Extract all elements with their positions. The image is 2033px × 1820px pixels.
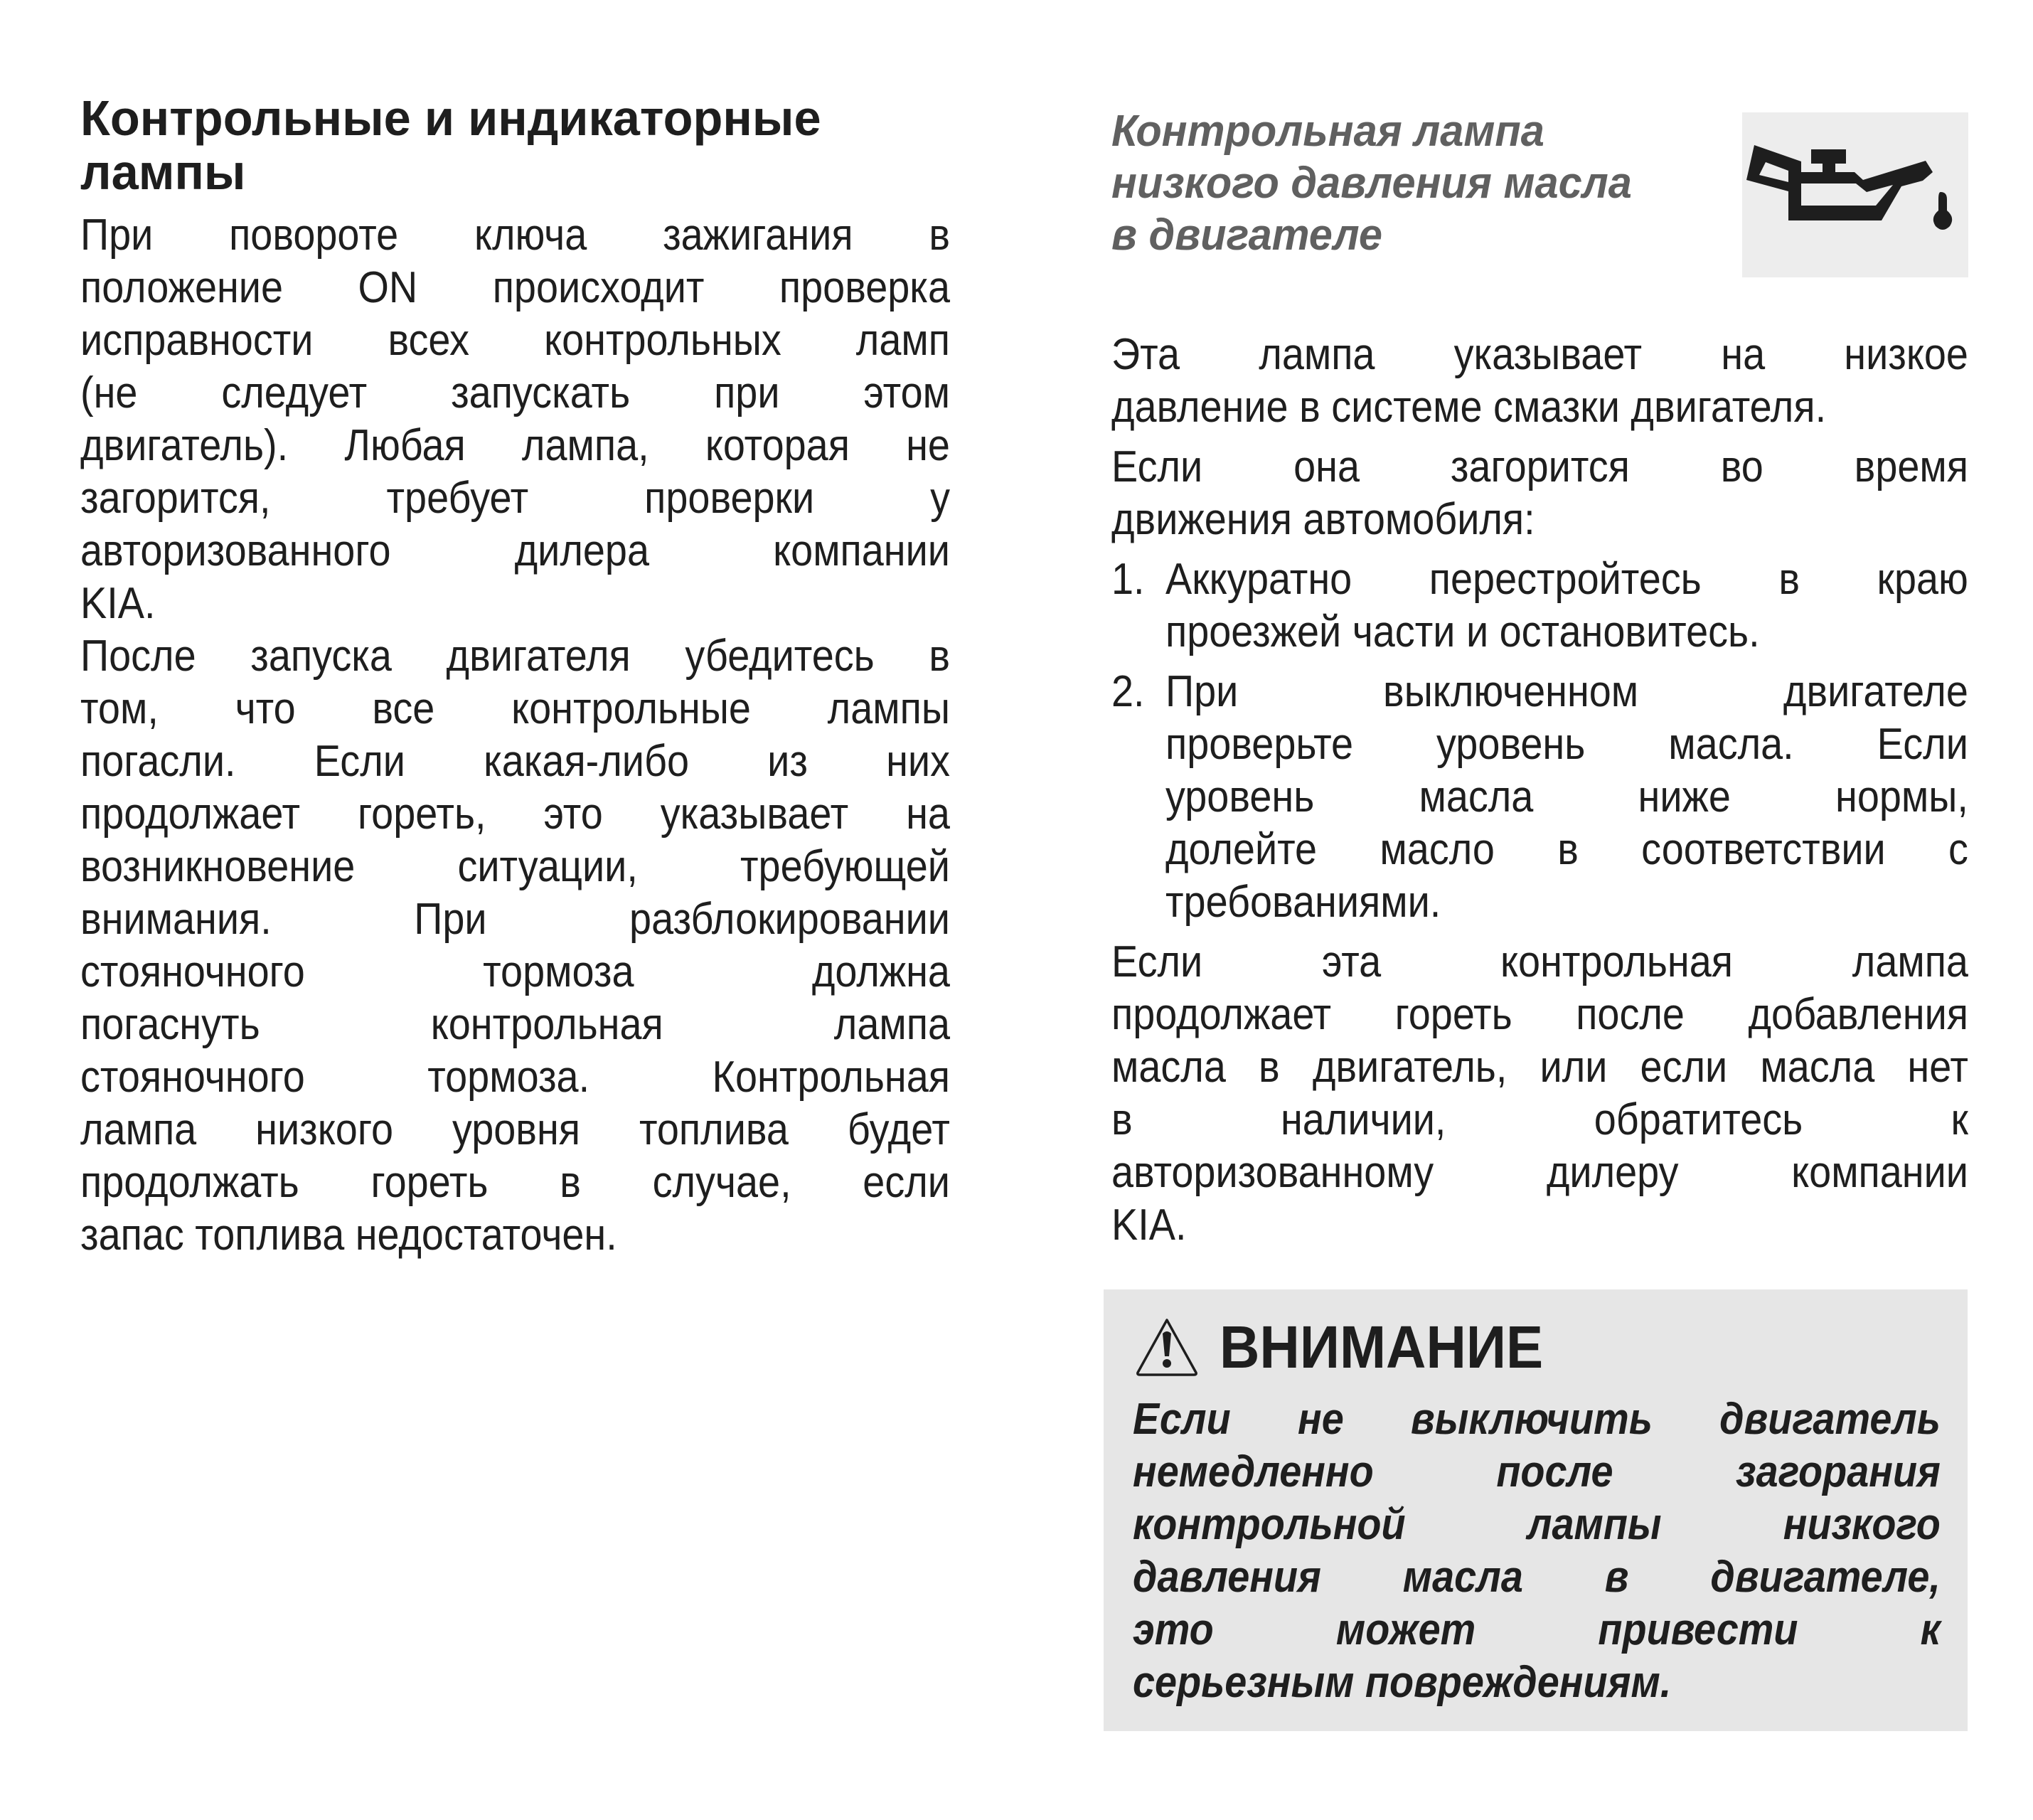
warning-title-row (1136, 1315, 1567, 1379)
text-line: стояночного тормоза должна (80, 947, 950, 996)
heading-line: лампы (80, 144, 246, 200)
text-line: положение ON происходит проверка (80, 263, 950, 312)
text-line: авторизованному дилеру компании (1111, 1148, 1968, 1197)
text-line: долейте масло в соответствии с (1165, 825, 1968, 874)
text-line: KIA. (80, 579, 156, 628)
oil-lamp-description (1111, 329, 1968, 1252)
text-line: авторизованного дилера компании (80, 526, 950, 575)
text-line: возникновение ситуации, требующей (80, 842, 950, 891)
text-line: продолжает гореть после добавления (1111, 990, 1968, 1039)
text-line: (не следует запускать при этом (80, 368, 950, 417)
after-start-paragraph (80, 630, 949, 1262)
text-line: немедленно после загорания (1133, 1447, 1941, 1496)
text-line: Эта лампа указывает на низкое (1111, 330, 1968, 379)
text-line: проезжей части и остановитесь. (1165, 607, 1760, 656)
text-line: погаснуть контрольная лампа (80, 1000, 950, 1049)
text-line: требованиями. (1165, 878, 1441, 927)
text-line: Если эта контрольная лампа (1111, 937, 1968, 986)
heading-line: Контрольные и индикаторные (80, 90, 821, 146)
text-line: При выключенном двигателе (1165, 667, 1968, 716)
text-line: продолжать гореть в случае, если (80, 1158, 950, 1207)
text-line: проверьте уровень масла. Если (1165, 720, 1968, 769)
text-line: серьезным повреждениям. (1133, 1658, 1672, 1707)
text-line: том, что все контрольные лампы (80, 684, 950, 733)
text-line: Если она загорится во время (1111, 442, 1968, 491)
text-line: KIA. (1111, 1201, 1187, 1250)
list-number: 2. (1111, 667, 1145, 716)
text-line: Аккуратно перестройтесь в краю (1165, 555, 1968, 604)
text-line: запас топлива недостаточен. (80, 1210, 617, 1260)
text-line: загорится, требует проверки у (80, 474, 950, 523)
if-lit-paragraph (1111, 441, 1968, 546)
text-line: продолжает гореть, это указывает на (80, 789, 950, 839)
oil-lamp-heading (1111, 105, 1716, 261)
text-line: внимания. При разблокировании (80, 895, 950, 944)
dealer-paragraph (1111, 936, 1968, 1252)
list-item (1111, 553, 1968, 659)
text-line: давления масла в двигателе, (1133, 1553, 1941, 1602)
text-line: стояночного тормоза. Контрольная (80, 1053, 950, 1102)
text-line: погасли. Если какая-либо из них (80, 737, 950, 786)
text-line: исправности всех контрольных ламп (80, 316, 950, 365)
text-line: масла в двигатель, или если масла нет (1111, 1043, 1968, 1092)
heading-line: в двигателе (1111, 211, 1382, 260)
text-line: уровень масла ниже нормы, (1165, 772, 1968, 821)
text-line: двигатель). Любая лампа, которая не (80, 421, 950, 470)
list-item (1111, 666, 1968, 929)
list-number: 1. (1111, 555, 1145, 604)
oil-pressure-icon-box (1742, 112, 1968, 277)
intro-paragraph (80, 209, 949, 630)
description-paragraph (1111, 329, 1968, 434)
left-column (80, 91, 949, 1262)
section-heading (80, 91, 932, 199)
text-line: После запуска двигателя убедитесь в (80, 632, 950, 681)
text-line: Если не выключить двигатель (1133, 1395, 1941, 1444)
warning-title: ВНИМАНИЕ (1220, 1313, 1544, 1380)
text-line: в наличии, обратитесь к (1111, 1095, 1968, 1144)
text-line: давление в системе смазки двигателя. (1111, 383, 1827, 432)
text-line: это может привести к (1133, 1605, 1941, 1654)
text-line: движения автомобиля: (1111, 495, 1535, 544)
warning-text (1133, 1393, 1940, 1709)
warning-box (1104, 1289, 1968, 1731)
heading-line: Контрольная лампа (1111, 107, 1544, 156)
text-line: контрольной лампы низкого (1133, 1500, 1941, 1549)
text-line: При повороте ключа зажигания в (80, 211, 950, 260)
heading-line: низкого давления масла (1111, 159, 1632, 208)
oil-pressure-warning-icon (1742, 112, 1968, 277)
warning-triangle-icon (1136, 1318, 1198, 1376)
text-line: лампа низкого уровня топлива будет (80, 1105, 950, 1154)
